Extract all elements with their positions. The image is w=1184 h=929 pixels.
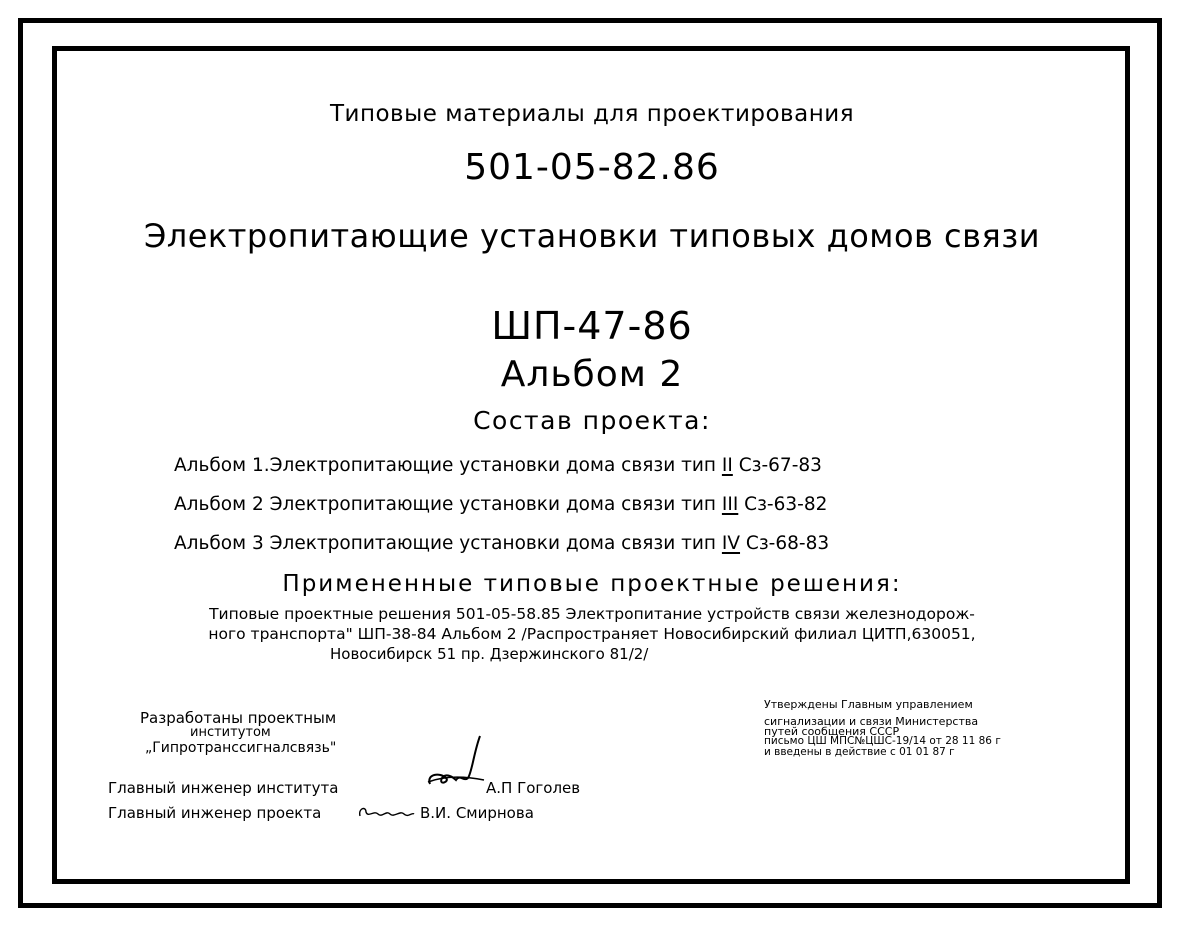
approval-line-3: путей сообщения СССР [764, 725, 900, 738]
approval-line-4: письмо ЦШ МПС№ЦШС-19/14 от 28 11 86 г [764, 735, 1001, 747]
applied-line-2: ного транспорта" ШП-38-84 Альбом 2 /Распространяет Новосибирский филиал ЦИТП,630051, [208, 625, 976, 643]
album-number: ШП-47-86 [491, 304, 693, 348]
applied-title: Примененные типовые проектные решения: [282, 571, 902, 597]
chief-engineer-institute-name: А.П Гоголев [486, 779, 581, 797]
composition-code: Сз-68-83 [745, 533, 830, 554]
composition-type: III [721, 494, 739, 515]
composition-album: Альбом 3 [174, 533, 264, 554]
developer-line-3: „Гипротранссигналсвязь" [145, 740, 337, 756]
composition-album: Альбом 2 [174, 494, 264, 515]
approval-line-5: и введены в действие с 01 01 87 г [764, 746, 955, 758]
applied-line-1: Типовые проектные решения 501-05-58.85 Электропитание устройств связи железнодорож- [209, 605, 975, 623]
doc-subtitle: Типовые материалы для проектирования [329, 101, 855, 127]
approval-line-1: Утверждены Главным управлением [764, 698, 973, 711]
composition-text: Электропитающие установки дома связи тип [269, 533, 717, 554]
developer-line-2: институтом [190, 725, 271, 740]
composition-text: Электропитающие установки дома связи тип [269, 494, 717, 515]
chief-engineer-project-name: В.И. Смирнова [420, 804, 534, 822]
developer-line-1: Разработаны проектным [140, 709, 337, 727]
composition-code: Сз-63-82 [744, 494, 828, 515]
doc-code: 501-05-82.86 [464, 147, 720, 188]
album-label: Альбом 2 [500, 354, 684, 395]
composition-item-3 [174, 535, 829, 554]
applied-line-3: Новосибирск 51 пр. Дзержинского 81/2/ [330, 645, 649, 663]
composition-item-1 [174, 457, 822, 476]
composition-type: II [721, 455, 733, 476]
composition-code: Сз-67-83 [738, 455, 822, 476]
chief-engineer-project-label: Главный инженер проекта [108, 804, 322, 822]
signature-institute [424, 732, 488, 792]
composition-text: Электропитающие установки дома связи тип [269, 455, 717, 476]
composition-album: Альбом 1. [174, 455, 270, 476]
doc-title: Электропитающие установки типовых домов связи [143, 217, 1041, 255]
chief-engineer-institute-label: Главный инженер института [108, 779, 339, 797]
composition-item-2 [174, 496, 827, 515]
composition-type: IV [721, 533, 741, 554]
approval-line-2: сигнализации и связи Министерства [764, 715, 979, 728]
composition-title: Состав проекта: [473, 406, 711, 435]
signature-project [356, 802, 416, 824]
